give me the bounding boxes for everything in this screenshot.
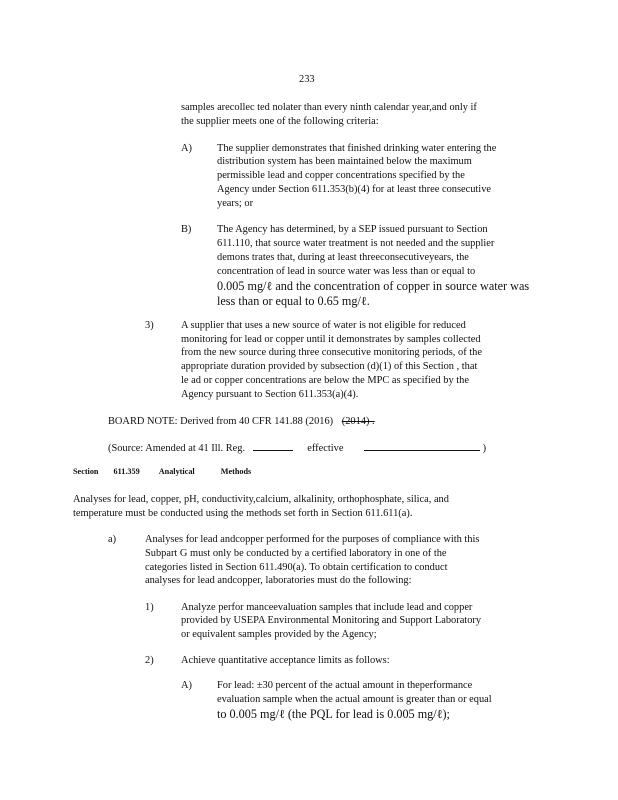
subsection-a-line: Analyses for lead andcopper performed for the purposes of compliance with this <box>145 534 480 545</box>
source-effective: effective <box>307 443 344 454</box>
criterion-b-line: concentration of lead in source water was less than or equal to <box>217 266 476 277</box>
criterion-a-line: The supplier demonstrates that finished drinking water entering the <box>217 143 497 154</box>
item-2a-large-line: to 0.005 mg/ℓ (the PQL for lead is 0.005 mg/ℓ); <box>217 707 450 721</box>
section-intro-line: Analyses for lead, copper, pH, conductivity,calcium, alkalinity, orthophosphate, silica, and <box>73 494 449 505</box>
item-2a-line: evaluation sample when the actual amount is greater than or equal <box>217 694 492 705</box>
section-intro-line: temperature must be conducted using the methods set forth in Section 611.611(a). <box>73 508 413 519</box>
intro-line: the supplier meets one of the following criteria: <box>181 116 379 127</box>
source-line <box>108 441 486 455</box>
item-2-marker: 2) <box>145 655 154 666</box>
subsection-a-line: Subpart G must only be conducted by a certified laboratory in one of the <box>145 548 447 559</box>
subsection-a-marker: a) <box>108 534 117 545</box>
item-3-line: monitoring for lead or copper until it demonstrates by samples collected <box>181 334 481 345</box>
effective-date-blank <box>364 441 480 451</box>
criterion-a-line: distribution system has been maintained below the maximum <box>217 156 472 167</box>
page-number: 233 <box>299 74 315 85</box>
criterion-b-line: demons trates that, during at least threeconsecutiveyears, the <box>217 252 469 263</box>
item-3-line: appropriate duration provided by subsection (d)(1) of this Section , that <box>181 361 478 372</box>
subsection-a-line: analyses for lead andcopper, laboratories must do the following: <box>145 575 412 586</box>
criterion-a-marker: A) <box>181 143 192 154</box>
item-3-line: from the new source during three consecutive monitoring periods, of the <box>181 347 482 358</box>
item-3-line: A supplier that uses a new source of water is not eligible for reduced <box>181 320 466 331</box>
section-heading <box>73 467 251 477</box>
item-1-marker: 1) <box>145 602 154 613</box>
register-page-blank <box>253 441 293 451</box>
intro-line: samples arecollec ted nolater than every ninth calendar year,and only if <box>181 102 477 113</box>
criterion-a-line: years; or <box>217 198 254 209</box>
item-2a-marker: A) <box>181 680 192 691</box>
criterion-b-line: The Agency has determined, by a SEP issued pursuant to Section <box>217 224 488 235</box>
section-label: Section <box>73 467 99 476</box>
criterion-b-line: 611.110, that source water treatment is not needed and the supplier <box>217 238 495 249</box>
item-2a-line: For lead: ±30 percent of the actual amount in theperformance <box>217 680 473 691</box>
item-2-line: Achieve quantitative acceptance limits as follows: <box>181 655 390 666</box>
source-prefix: (Source: Amended at 41 Ill. Reg. <box>108 443 246 454</box>
section-title-part: Methods <box>220 467 252 476</box>
item-3-line: le ad or copper concentrations are below the MPC as specified by the <box>181 375 469 386</box>
criterion-b-marker: B) <box>181 224 192 235</box>
section-title-part: Analytical <box>158 467 195 476</box>
criterion-b-large-line: 0.005 mg/ℓ and the concentration of copper in source water was <box>217 279 530 293</box>
board-note <box>108 416 375 428</box>
criterion-b-large-line: less than or equal to 0.65 mg/ℓ. <box>217 294 370 308</box>
item-3-marker: 3) <box>145 320 154 331</box>
board-note-struck-text: (2014) . <box>341 416 375 427</box>
item-3-line: Agency pursuant to Section 611.353(a)(4). <box>181 389 359 400</box>
source-suffix: ) <box>482 443 487 454</box>
board-note-text: BOARD NOTE: Derived from 40 CFR 141.88 (2016) <box>108 416 334 427</box>
criterion-a-line: Agency under Section 611.353(b)(4) for at least three consecutive <box>217 184 492 195</box>
subsection-a-line: categories listed in Section 611.490(a). To obtain certification to conduct <box>145 562 448 573</box>
item-1-line: Analyze perfor manceevaluation samples that include lead and copper <box>181 602 473 613</box>
item-1-line: or equivalent samples provided by the Agency; <box>181 629 377 640</box>
item-1-line: provided by USEPA Environmental Monitoring and Support Laboratory <box>181 615 482 626</box>
criterion-a-line: permissible lead and copper concentrations specified by the <box>217 170 465 181</box>
section-number: 611.359 <box>113 467 140 476</box>
